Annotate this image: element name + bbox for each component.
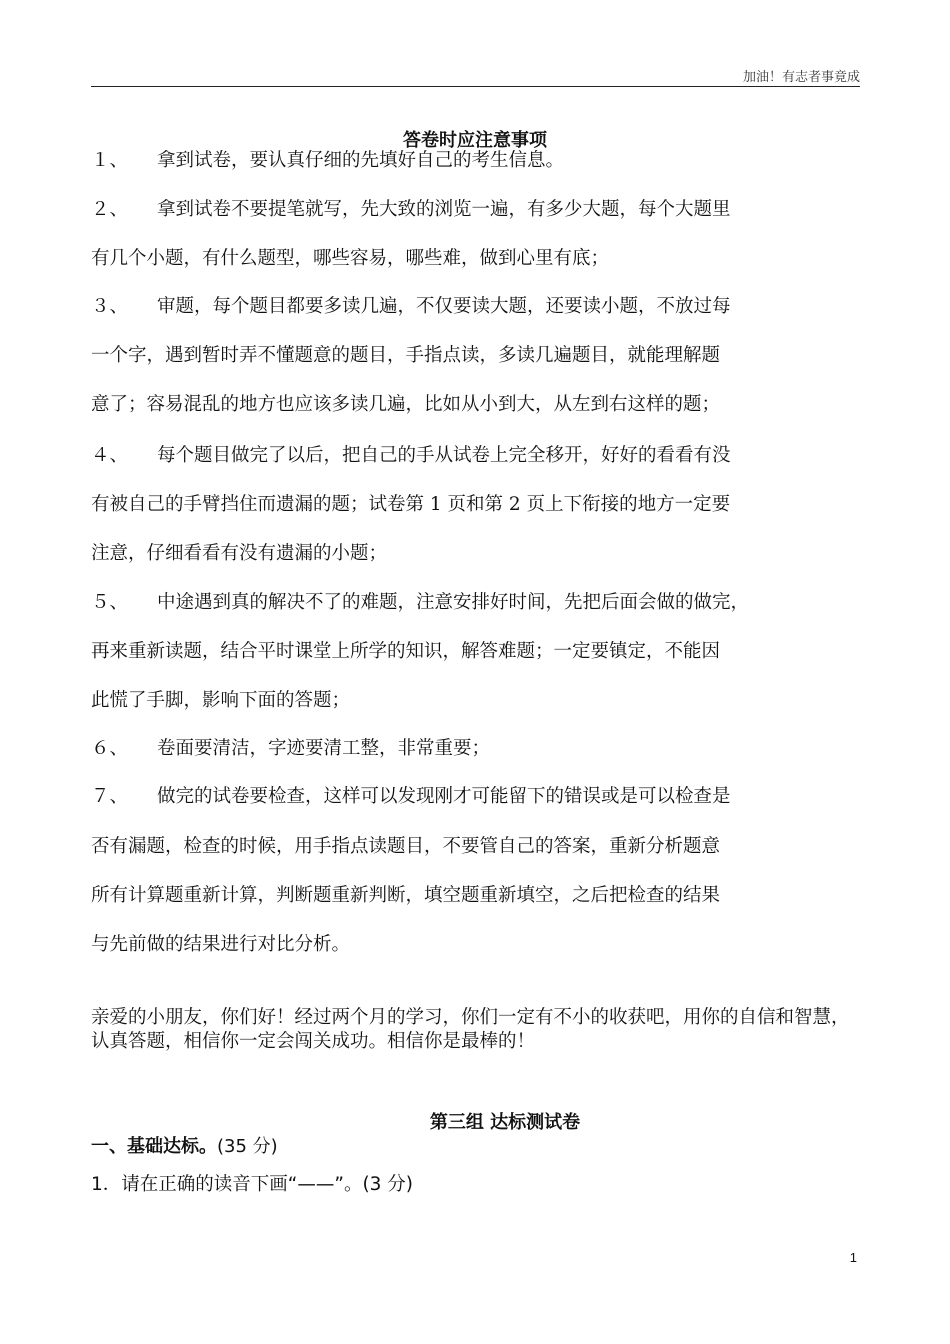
notice-line: 有被自己的手臂挡住而遗漏的题；试卷第 1 页和第 2 页上下衔接的地方一定要 — [91, 494, 731, 515]
notice-item-number: ３、 — [91, 296, 129, 317]
notice-item-number: ４、 — [91, 445, 129, 466]
notice-item-number: ５、 — [91, 592, 129, 613]
notice-title: 答卷时应注意事项 — [403, 130, 547, 151]
notice-item-6 — [91, 738, 490, 760]
notice-line: 做完的试卷要检查，这样可以发现刚才可能留下的错误或是可以检查是 — [157, 786, 731, 807]
notice-item-number: ７、 — [91, 786, 129, 807]
section-points: (35 分) — [217, 1136, 278, 1157]
test-title: 第三组 达标测试卷 — [429, 1112, 581, 1133]
notice-item-4 — [91, 445, 731, 467]
notice-line: 与先前做的结果进行对比分析。 — [91, 934, 351, 955]
notice-line: 审题，每个题目都要多读几遍，不仅要读大题，还要读小题，不放过每 — [157, 296, 731, 317]
greeting-paragraph: 亲爱的小朋友，你们好！经过两个月的学习，你们一定有不小的收获吧，用你的自信和智慧，认真答题，相信你一定会闯关成功。相信你是最棒的！ — [91, 1007, 850, 1052]
notice-line: 注意，仔细看看有没有遗漏的小题； — [91, 543, 388, 564]
notice-item-3 — [91, 296, 731, 318]
header-motto: 加油！有志者事竟成 — [742, 70, 860, 85]
notice-line: 有几个小题，有什么题型，哪些容易，哪些难，做到心里有底； — [91, 248, 610, 269]
notice-item-number: ２、 — [91, 199, 129, 220]
notice-line: 此慌了手脚，影响下面的答题； — [91, 690, 351, 711]
question-1: 1．请在正确的读音下画“——”。(3 分) — [91, 1174, 414, 1195]
notice-line: 拿到试卷不要提笔就写，先大致的浏览一遍，有多少大题，每个大题里 — [157, 199, 731, 220]
notice-item-number: ６、 — [91, 738, 129, 759]
notice-line: 卷面要清洁，字迹要清工整，非常重要； — [157, 738, 491, 759]
notice-line: 拿到试卷，要认真仔细的先填好自己的考生信息。 — [157, 150, 565, 171]
section-heading — [91, 1132, 278, 1158]
notice-item-number: １、 — [91, 150, 129, 171]
notice-item-1 — [91, 150, 564, 172]
notice-line: 再来重新读题，结合平时课堂上所学的知识，解答难题；一定要镇定，不能因 — [91, 641, 721, 662]
notice-line: 一个字，遇到暂时弄不懂题意的题目，手指点读，多读几遍题目，就能理解题 — [91, 345, 721, 366]
notice-item-5 — [91, 592, 749, 614]
notice-item-7 — [91, 786, 731, 808]
notice-line: 否有漏题，检查的时候，用手指点读题目，不要管自己的答案，重新分析题意 — [91, 836, 721, 857]
notice-line: 所有计算题重新计算，判断题重新判断，填空题重新填空，之后把检查的结果 — [91, 885, 721, 906]
header-divider — [91, 86, 860, 87]
section-label: 一、基础达标。 — [91, 1136, 217, 1157]
notice-line: 中途遇到真的解决不了的难题，注意安排好时间，先把后面会做的做完， — [157, 592, 750, 613]
notice-line: 每个题目做完了以后，把自己的手从试卷上完全移开，好好的看看有没 — [157, 445, 731, 466]
page-number: 1 — [849, 1250, 857, 1265]
notice-line: 意了；容易混乱的地方也应该多读几遍，比如从小到大，从左到右这样的题； — [91, 394, 721, 415]
notice-item-2 — [91, 199, 731, 221]
